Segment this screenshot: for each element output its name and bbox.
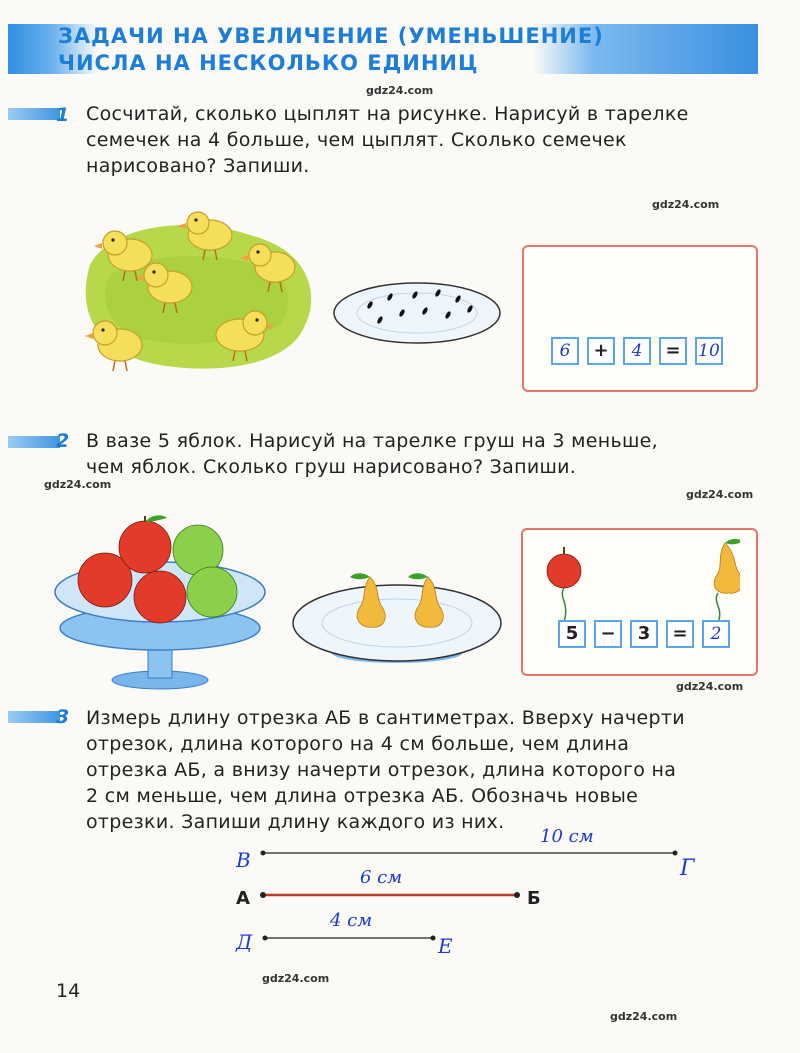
apple-bowl (50, 510, 270, 690)
task-1-number: 1 (56, 104, 70, 126)
plate-with-seeds (330, 275, 505, 350)
task-3-line-1: Измерь длину отрезка АБ в сантиметрах. Вверху начерти (86, 707, 685, 729)
eq2-operand-2: 3 (630, 620, 658, 648)
eq1-operand-1: 6 (551, 337, 579, 365)
task-3-text (86, 705, 685, 835)
task-1-text (86, 101, 689, 179)
task-2-line-2: чем яблок. Сколько груш нарисовано? Запиши. (86, 456, 577, 478)
task-2-frame-icons (540, 535, 740, 630)
page-number: 14 (56, 980, 81, 1002)
seg-top-length: 10 см (540, 826, 594, 847)
eq2-result: 2 (702, 620, 730, 648)
seg-top-start-label: В (236, 848, 251, 872)
seg-ab-length: 6 см (360, 867, 403, 888)
segments-drawing (255, 845, 695, 945)
chicks-illustration (80, 205, 320, 380)
task-1-marker (8, 108, 60, 120)
watermark: gdz24.com (366, 84, 434, 97)
watermark: gdz24.com (686, 488, 754, 501)
eq1-equals: = (659, 337, 687, 365)
eq2-operator: − (594, 620, 622, 648)
task-3-line-4: 2 см меньше, чем длина отрезка АБ. Обозначь новые (86, 785, 639, 807)
watermark: gdz24.com (652, 198, 720, 211)
seg-top-end-label: Г (680, 856, 695, 881)
seg-bottom-end-label: Е (438, 934, 453, 958)
watermark: gdz24.com (610, 1010, 678, 1023)
page-title (58, 23, 604, 77)
task-1-line-3: нарисовано? Запиши. (86, 155, 310, 177)
task-1-answer-frame (522, 245, 758, 392)
watermark: gdz24.com (262, 972, 330, 985)
seg-ab-end-label: Б (527, 888, 541, 909)
apple-icon (547, 554, 581, 588)
seg-bottom-length: 4 см (330, 910, 373, 931)
eq1-operator: + (587, 337, 615, 365)
eq2-equals: = (666, 620, 694, 648)
eq2-operand-1: 5 (558, 620, 586, 648)
watermark: gdz24.com (676, 680, 744, 693)
task-1-line-1: Сосчитай, сколько цыплят на рисунке. Нарисуй в тарелке (86, 103, 689, 125)
task-2-number: 2 (56, 430, 70, 452)
watermark: gdz24.com (44, 478, 112, 491)
task-3-marker (8, 711, 60, 723)
pear-icon (714, 543, 740, 593)
title-line-2: ЧИСЛА НА НЕСКОЛЬКО ЕДИНИЦ (58, 51, 479, 75)
seg-ab-start-label: А (236, 888, 250, 909)
task-3-line-5: отрезки. Запиши длину каждого из них. (86, 811, 505, 833)
plate-with-pears (290, 565, 505, 665)
task-3-line-3: отрезка АБ, а внизу начерти отрезок, длина которого на (86, 759, 677, 781)
task-2-line-1: В вазе 5 яблок. Нарисуй на тарелке груш на 3 меньше, (86, 430, 658, 452)
task-2-text (86, 428, 658, 480)
task-2-marker (8, 436, 60, 448)
eq1-operand-2: 4 (623, 337, 651, 365)
eq1-result: 10 (695, 337, 723, 365)
task-1-line-2: семечек на 4 больше, чем цыплят. Сколько семечек (86, 129, 627, 151)
seg-bottom-start-label: Д (236, 930, 253, 954)
task-3-number: 3 (56, 706, 70, 728)
task-3-line-2: отрезок, длина которого на 4 см больше, чем длина (86, 733, 630, 755)
title-line-1: ЗАДАЧИ НА УВЕЛИЧЕНИЕ (УМЕНЬШЕНИЕ) (58, 24, 604, 48)
